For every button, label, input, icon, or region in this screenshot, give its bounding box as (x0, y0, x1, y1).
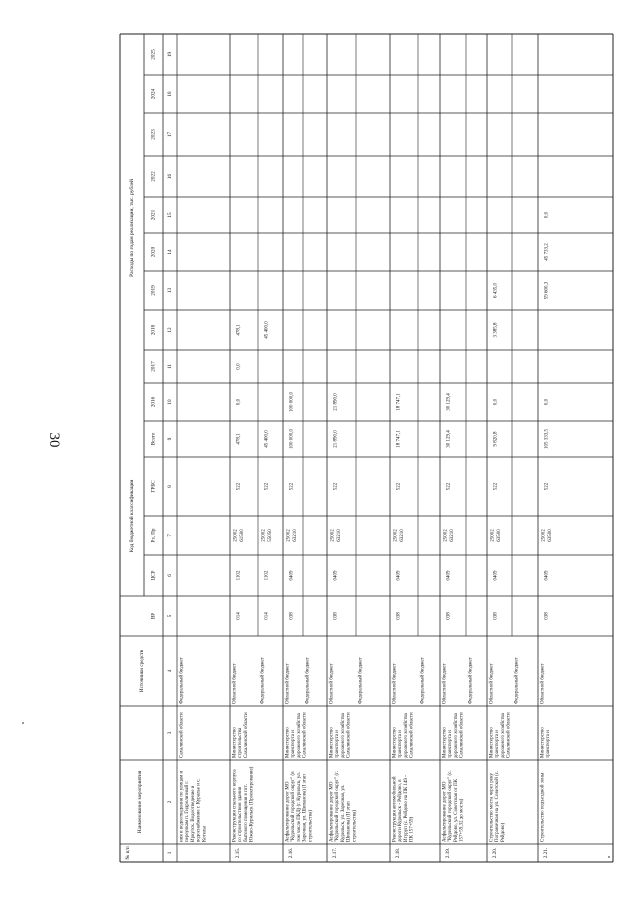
total-header: Всего (150, 432, 157, 446)
funding-source: Областной бюджет (329, 663, 335, 704)
year-header: 2024 (150, 88, 157, 100)
executor-name: дорожного хозяйства (296, 713, 302, 758)
executor-name: транспорта и (335, 730, 341, 758)
column-number: 7 (167, 534, 173, 537)
year-value: 45 400,0 (264, 321, 270, 339)
column-number: 13 (167, 287, 173, 294)
measure-name: дороги Курильск - Рейдово, в (398, 779, 404, 842)
section-code: 0409 (493, 570, 499, 581)
executor-name: транспорта и (291, 730, 297, 758)
executor-name: Министерство (442, 727, 448, 758)
kbk-group-header: Код бюджетной классификации (129, 479, 135, 553)
column-number: 2 (167, 800, 173, 804)
csr-code: 25002 (286, 529, 292, 542)
total-value: 45 400,0 (264, 430, 270, 448)
column-number: 5 (167, 614, 173, 618)
column-number: 12 (167, 327, 173, 333)
grbs-code: 038 (396, 612, 402, 620)
year-header: 2023 (150, 129, 157, 140)
funding-source: Областной бюджет (392, 663, 398, 704)
grbs-code: 038 (493, 612, 499, 620)
year-value: 18 747,1 (396, 393, 402, 411)
executor-name: дорожного хозяйства (340, 713, 346, 758)
column-number: 16 (167, 173, 173, 180)
measure-name: строительства) (352, 810, 358, 842)
csr-code: 63210 (400, 529, 405, 542)
measure-name: 157+59,32 до моста) (459, 798, 465, 842)
funding-source: Федеральный бюджет (179, 657, 185, 704)
vr-code: 522 (493, 482, 499, 491)
executor-name: дорожного хозяйства (403, 713, 409, 758)
expenses-group-header: Расходы по годам реализации, тыс. рублей (129, 179, 135, 277)
funding-source: Областной бюджет (285, 663, 291, 704)
csr-code: 63210 (450, 529, 455, 542)
grbs-code: 038 (544, 612, 550, 620)
total-value: 105 333,5 (544, 429, 550, 449)
column-number: 11 (167, 364, 173, 369)
year-header: 2022 (150, 171, 157, 182)
year-value: 100 000,0 (289, 392, 295, 412)
column-number: 10 (167, 399, 173, 405)
row-number: 2.15. (235, 847, 241, 859)
executor-name: Сахалинской области (302, 712, 308, 758)
measure-name: Курильск, ул. Заречная, ул. (340, 784, 346, 842)
executor-name: транспорта и (448, 730, 454, 758)
measure-name: Асфальтирование дорог МО (285, 781, 291, 842)
kbk-subheader: ЦСР (150, 570, 157, 581)
vr-code: 522 (264, 482, 270, 491)
executor-name: Министерство (329, 727, 335, 758)
csr-code: 55050 (268, 529, 273, 542)
csr-code: 63500 (497, 529, 502, 542)
row-number: 2.21. (543, 847, 549, 859)
csr-code: 63210 (337, 529, 342, 542)
measure-name: Строительство подъездной зоны (540, 772, 546, 842)
csr-code: 25002 (541, 529, 547, 542)
measure-name: Реконструкция спального корпуса (232, 769, 238, 842)
year-value: 0,0 (493, 398, 499, 406)
executor-name: Сахалинской области (409, 712, 415, 758)
csr-code: 25002 (233, 529, 239, 542)
funding-source: Федеральный бюджет (260, 657, 266, 704)
total-value: 18 747,1 (396, 430, 402, 448)
column-number: 18 (167, 91, 173, 97)
executor-name: Министерство (232, 727, 238, 758)
measure-name: ния и водоотведения по улицам и (179, 770, 185, 842)
funding-source: Областной бюджет (540, 663, 546, 704)
kbk-subheader: ГРБС (150, 480, 157, 493)
section-code: 0409 (544, 570, 550, 581)
executor-name: дорожного хозяйства (453, 713, 459, 758)
executor-name: Сахалинской области (459, 712, 465, 758)
funding-source: Областной бюджет (442, 663, 448, 704)
grbs-code: 014 (264, 612, 270, 620)
section-code: 0409 (333, 570, 339, 581)
total-value: 478,1 (236, 433, 242, 445)
row-number: 2.18. (395, 847, 401, 859)
measure-name: Рейдово) (500, 822, 506, 842)
measure-name: Котелы (202, 826, 208, 842)
page-number: 30 (46, 432, 62, 448)
measure-name: строительства) (308, 810, 314, 842)
vr-code: 522 (446, 482, 452, 491)
scan-speck (22, 722, 24, 724)
section-code: 0409 (396, 570, 402, 581)
executor-name: Сахалинской области (243, 712, 249, 758)
measure-name: Рейдово, ул. Советская от ПК (453, 778, 459, 842)
year-header: 2019 (150, 285, 157, 296)
row-number: 2.16. (288, 847, 294, 859)
column-number: 17 (167, 131, 173, 138)
executor-name: строительства (238, 727, 244, 758)
kbk-subheader: Рз, Пр (150, 528, 157, 543)
executor-name: Министерство (392, 727, 398, 758)
funding-source: Областной бюджет (232, 663, 238, 704)
csr-code: 25002 (490, 529, 496, 542)
measure-name: бытового помещения в пгт. (243, 784, 249, 842)
measure-name: "Курильский городской округ" (в (291, 771, 297, 842)
csr-code: 25002 (393, 529, 399, 542)
year-value: 478,1 (236, 324, 242, 336)
section-code: 1102 (264, 570, 270, 581)
measure-name: Иркутск. Водоотведение и (190, 785, 196, 842)
column-number: 15 (167, 212, 173, 218)
measure-name: Заречная, ул. Шипанова) (I этап (302, 774, 308, 842)
year-value: 59 600,3 (544, 281, 550, 300)
source-header: Источники средств (139, 649, 145, 693)
year-header: 2021 (150, 209, 157, 221)
row-number: 2.20. (492, 847, 498, 859)
year-value: 3 385,8 (493, 322, 499, 338)
section-code: 1102 (236, 570, 242, 581)
measure-name: "Курильский городской округ" (с. (448, 770, 454, 842)
column-number: 8 (167, 485, 173, 488)
year-value: 0,0 (236, 398, 242, 406)
year-value: 0,0 (544, 398, 550, 406)
section-code: 0409 (446, 570, 452, 581)
funding-source: Федеральный бюджет (420, 657, 426, 704)
year-value: 30 129,4 (446, 393, 452, 411)
executor-name: дорожного хозяйства (500, 713, 506, 758)
measure-name: ПК 157+59) (409, 816, 415, 842)
executor-name: Министерство (489, 727, 495, 758)
column-number: 6 (167, 574, 173, 577)
column-number: 19 (167, 51, 173, 58)
year-value: 21 890,0 (333, 393, 339, 411)
column-number: 4 (167, 669, 173, 673)
csr-code: 61500 (240, 529, 245, 542)
total-value: 21 890,0 (333, 430, 339, 448)
csr-code: 63210 (293, 529, 298, 542)
executor-name: транспорта и (398, 730, 404, 758)
measure-name: Южно-Курильск (Проектирование) (249, 766, 255, 842)
measure-name: со строительством здания (238, 786, 244, 842)
row-number: 2.17. (332, 847, 338, 859)
column-number: 14 (167, 249, 173, 255)
funding-source: Федеральный бюджет (358, 657, 364, 704)
grbs-code: 038 (333, 612, 339, 620)
executor-name: Министерство (285, 727, 291, 758)
total-value: 100 000,0 (289, 429, 295, 449)
year-header: 2016 (150, 396, 157, 408)
scan-speck (608, 856, 610, 858)
measure-name: Итуруп (с. Рейдово на ПК 149 - (403, 775, 409, 842)
executor-name: транспорта и (546, 730, 552, 758)
total-value: 9 820,8 (493, 431, 499, 447)
name-header: Наименование мероприятия (137, 770, 143, 834)
executor-name: Сахалинской области (346, 712, 352, 758)
year-value: 0,0 (544, 211, 550, 219)
column-number: 1 (167, 851, 173, 855)
measure-name: Асфальтирование дорог МО (329, 781, 335, 842)
section-code: 0409 (289, 570, 295, 581)
column-number: 3 (167, 731, 173, 735)
executor-name: Министерство (540, 727, 546, 758)
year-header: 2018 (150, 324, 157, 336)
grbs-code: 038 (289, 612, 295, 620)
year-value: 0,0 (236, 363, 242, 370)
year-value: 6 435,0 (493, 283, 499, 298)
year-header: 2020 (150, 246, 157, 258)
grbs-code: 014 (236, 612, 242, 620)
vr-code: 522 (544, 482, 550, 491)
year-header: 2025 (150, 49, 157, 60)
year-value: 45 733,2 (544, 243, 550, 261)
column-number: 9 (167, 437, 173, 441)
measure-name: "Курильский городской округ" (г. (335, 771, 341, 842)
csr-code: 25002 (261, 529, 267, 542)
vr-code: 522 (396, 482, 402, 491)
measure-name: переулкам п. Гидролизный г. (185, 780, 191, 842)
funding-source: Федеральный бюджет (305, 657, 311, 704)
row-number: 2.19. (445, 847, 451, 859)
funding-source: Областной бюджет (489, 663, 495, 704)
vr-code: 522 (333, 482, 339, 491)
measure-name: водоснабжение г. Куралье и с. (196, 778, 202, 842)
funding-source: Федеральный бюджет (468, 657, 474, 704)
csr-code: 63500 (548, 529, 553, 542)
csr-code: 25002 (443, 529, 449, 542)
measure-name: Асфальтирование дорог МО (442, 781, 448, 842)
executor-name: транспорта и (495, 730, 501, 758)
num-header: № п/п (125, 846, 131, 860)
measure-name: том числе ПКД) (г. Курильск, ул. (296, 772, 302, 842)
measure-name: Строительство моста через реку (489, 773, 495, 842)
grbs-code: 038 (446, 612, 452, 620)
measure-name: Реконструкция автомобильной (392, 776, 398, 842)
vr-code: 522 (289, 482, 295, 491)
measure-name: Шипанова) (II этап (346, 801, 352, 842)
csr-code: 25002 (330, 529, 336, 542)
vr-code: 522 (236, 482, 242, 491)
executor-name: Сахалинской области (179, 712, 185, 758)
measure-name: Пограничная на ул. Советской (с. (495, 770, 501, 842)
funding-source: Федеральный бюджет (514, 657, 520, 704)
executor-name: Сахалинской области (506, 712, 512, 758)
total-value: 30 129,4 (446, 430, 452, 448)
kbk-subheader: ВР (150, 612, 157, 620)
year-header: 2017 (150, 361, 157, 372)
